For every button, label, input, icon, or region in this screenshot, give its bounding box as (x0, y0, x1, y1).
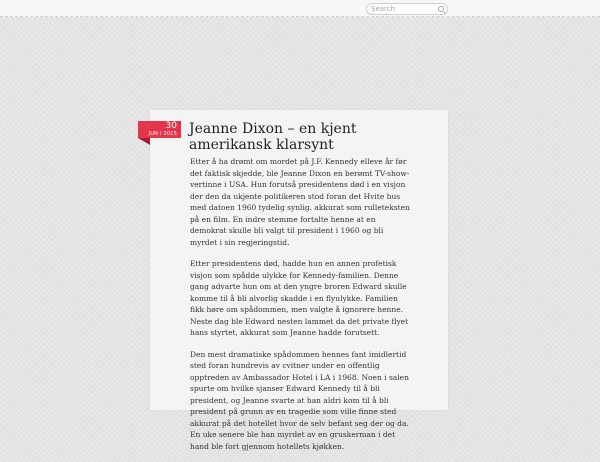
search-placeholder: Search (371, 5, 396, 13)
post-paragraph: Den mest dramatiske spådommen hennes fant imidlertid sted foran hundrevis av cvitner under en offentlig opptreden av Ambassador Hotel i LA i 1968. Noen i salen spurte om hvilke sjanser Edward Kennedy til å bli president, og Jeanne svarte at han aldri kom til å bli president på grunn av en tragedie som ville finne sted akkurat på det hotellet hvor de selv befant seg der og da. En uke senere ble han myrdet av en gruskerman i det hand ble fort gjennom hotellets kjøkken. (190, 349, 409, 451)
post-content (190, 156, 410, 462)
post-paragraph: Etter presidentens død, hadde hun en annen profetisk visjon som spådde ulykke for Kennedy-familien. Denne gang advarte hun om at den yngre broren Edward skulle komme til å bli alvorlig skadde i en flyulykke. Familien fikk høre om spådommen, men valgte å ignorere henne. Neste dag ble Edward nesten lammet da det private flyet hans styrtet, akkurat som Jeanne hadde forutsett. (190, 259, 409, 337)
date-day: 30 (165, 121, 177, 131)
date-month-year: JUN / 2015 (148, 131, 177, 137)
post-title[interactable]: Jeanne Dixon – en kjent amerikansk klarsynt (189, 121, 357, 153)
search-input[interactable] (366, 3, 448, 15)
date-badge (138, 121, 181, 138)
search-icon[interactable] (438, 6, 444, 12)
top-bar (0, 0, 600, 17)
post-paragraph: Etter å ha drømt om mordet på J.F. Kennedy elleve år før det faktisk skjedde, ble Jeanne Dixon en berømt TV-show-vertinne i USA. Hun forutså presidentens død i en visjon der den da ukjente politikeren stod foran det Hvite hus med datoen 1960 tydelig synlig. akkurat som rulleteksten på en film. En indre stemme fortalte henne at en demokrat skulle bli valgt til president i 1960 og bli myrdet i sin regjeringstid. (190, 157, 410, 247)
